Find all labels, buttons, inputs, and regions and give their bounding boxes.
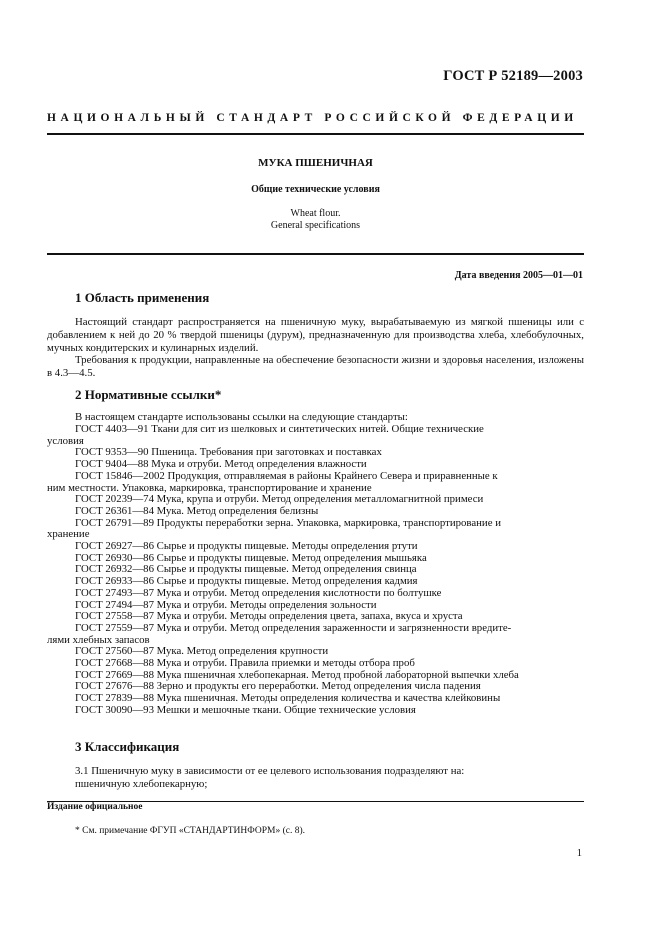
reference-title: Мука и отруби. Правила приемки и методы отбора проб [153, 657, 415, 670]
reference-title-continuation: ним местности. Упаковка, маркировка, транспортирование и хранение [47, 481, 372, 494]
reference-title: Мука. Метод определения крупности [153, 645, 329, 658]
reference-standard: ГОСТ 27669—88 [75, 668, 154, 681]
reference-standard: ГОСТ 26932—86 [75, 563, 154, 576]
reference-standard: ГОСТ 27560—87 [75, 645, 154, 658]
reference-item [47, 471, 584, 483]
document-subtitle: Общие технические условия [251, 184, 380, 195]
reference-title: Продукция, отправляемая в районы Крайнего Севера и приравненные к [164, 469, 498, 482]
section-3-text [75, 765, 584, 791]
reference-standard: ГОСТ 4403—91 [75, 423, 149, 435]
reference-standard: ГОСТ 26933—86 [75, 575, 154, 588]
section-1-heading: 1 Область применения [75, 290, 210, 305]
english-title-line2: General specifications [270, 220, 361, 231]
gost-code: ГОСТ Р 52189—2003 [443, 68, 583, 84]
reference-standard: ГОСТ 27676—88 [75, 680, 154, 693]
section-3-line-2: пшеничную хлебопекарную; [75, 778, 208, 790]
reference-standard: ГОСТ 26791—89 [75, 516, 154, 529]
reference-standard: ГОСТ 20239—74 [75, 493, 154, 506]
reference-standard: ГОСТ 26930—86 [75, 551, 154, 564]
document-title: МУКА ПШЕНИЧНАЯ [258, 157, 373, 169]
section-1-paragraph-1: Настоящий стандарт распространяется на пшеничную муку, вырабатываемую из мягкой пшеницы или с добавлением к ней до 20 % твердой пшеницы (дурум), предназначенную для производства хлеба, хлебобулочных, мучных кондитерских и кулинарных изделий. [47, 316, 584, 354]
reference-standard: ГОСТ 27494—87 [75, 598, 154, 611]
reference-standard: ГОСТ 27558—87 [75, 610, 154, 623]
reference-title: Зерно и продукты его переработки. Метод определения числа падения [153, 680, 481, 693]
reference-title: Мука. Метод определения белизны [153, 504, 319, 517]
reference-standard: ГОСТ 15846—2002 [75, 469, 165, 482]
reference-standard: ГОСТ 27559—87 [75, 621, 154, 634]
section-2-intro: В настоящем стандарте использованы ссылки на следующие стандарты: [75, 411, 408, 423]
reference-title: Сырье и продукты пищевые. Метод определения свинца [153, 563, 417, 576]
reference-title: Сырье и продукты пищевые. Метод определения мышьяка [153, 551, 427, 564]
reference-title-continuation: хранение [47, 528, 90, 541]
reference-item [47, 424, 584, 436]
reference-standard: ГОСТ 9353—90 [75, 446, 149, 459]
reference-standard: ГОСТ 26927—86 [75, 540, 154, 553]
reference-title: Мука и отруби. Метод определения зараженности и загрязненности вредите- [153, 621, 512, 634]
introduction-date: Дата введения 2005—01—01 [454, 270, 583, 281]
reference-standard: ГОСТ 27839—88 [75, 692, 154, 705]
reference-item [47, 623, 584, 635]
official-edition-label: Издание официальное [47, 802, 143, 812]
reference-title: Мука пшеничная хлебопекарная. Метод пробной лабораторной выпечки хлеба [153, 668, 519, 681]
title-divider [47, 253, 584, 255]
header-divider [47, 133, 584, 135]
section-3-line-1: 3.1 Пшеничную муку в зависимости от ее целевого использования подразделяют на: [75, 765, 465, 777]
reference-standard: ГОСТ 9404—88 [75, 458, 149, 471]
reference-title: Ткани для сит из шелковых и синтетических нитей. Общие технические [148, 423, 484, 435]
reference-title-continuation: условия [47, 434, 84, 447]
reference-title: Пшеница. Требования при заготовках и поставках [148, 446, 382, 459]
reference-title: Мука пшеничная. Методы определения количества и качества клейковины [153, 692, 501, 705]
reference-standard: ГОСТ 30090—93 [75, 703, 154, 716]
reference-title: Сырье и продукты пищевые. Метод определения кадмия [153, 575, 418, 588]
reference-title: Мука и отруби. Методы определения цвета, запаха, вкуса и хруста [153, 610, 463, 623]
reference-title: Продукты переработки зерна. Упаковка, маркировка, транспортирование и [153, 516, 501, 529]
reference-standard: ГОСТ 26361—84 [75, 504, 154, 517]
reference-standard: ГОСТ 27668—88 [75, 657, 154, 670]
footnote: * См. примечание ФГУП «СТАНДАРТИНФОРМ» (с. 8). [75, 826, 306, 836]
english-title-line1: Wheat flour. [290, 208, 341, 219]
page-number: 1 [576, 848, 582, 859]
reference-title-continuation: лями хлебных запасов [47, 633, 150, 646]
section-1-paragraph-2: Требования к продукции, направленные на обеспечение безопасности жизни и здоровья населения, изложены в 4.3—4.5. [47, 354, 584, 379]
normative-references-list [47, 424, 584, 717]
english-title [47, 208, 584, 232]
reference-title: Мука и отруби. Метод определения влажности [148, 458, 367, 471]
national-standard-heading: НАЦИОНАЛЬНЫЙ СТАНДАРТ РОССИЙСКОЙ ФЕДЕРАЦИИ [47, 112, 578, 124]
section-3-heading: 3 Классификация [75, 739, 180, 754]
reference-title: Мука, крупа и отруби. Метод определения металломагнитной примеси [153, 493, 484, 506]
reference-item [47, 518, 584, 530]
reference-title: Мука и отруби. Метод определения кислотности по болтушке [153, 586, 442, 599]
reference-title: Мука и отруби. Методы определения зольности [153, 598, 377, 611]
reference-standard: ГОСТ 27493—87 [75, 586, 154, 599]
section-2-heading: 2 Нормативные ссылки* [75, 387, 222, 402]
reference-title: Сырье и продукты пищевые. Методы определения ртути [153, 540, 418, 553]
reference-title: Мешки и мешочные ткани. Общие технические условия [153, 703, 416, 716]
reference-item [47, 705, 584, 717]
